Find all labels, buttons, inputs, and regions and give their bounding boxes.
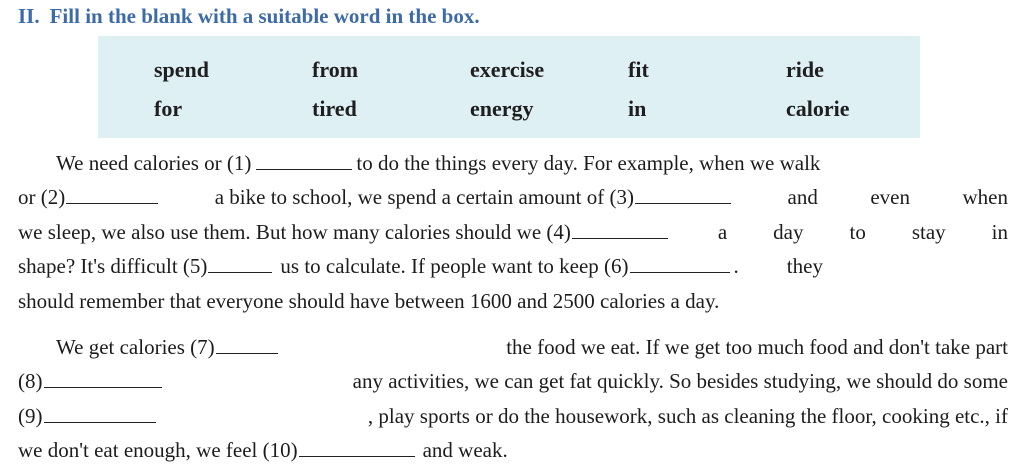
paragraph-2-line-4: [18, 433, 1008, 467]
blank-7[interactable]: [216, 335, 278, 354]
text-segment: should remember that everyone should have between 1600 and 2500 calories a day.: [18, 288, 720, 313]
blank-3[interactable]: [635, 185, 731, 204]
text-segment: they: [786, 254, 823, 279]
word-fit: fit: [628, 57, 649, 82]
exercise-number: II.: [18, 4, 40, 28]
blank-5[interactable]: [208, 254, 272, 273]
word-calorie: calorie: [786, 96, 850, 121]
paragraph-1-line-1: [18, 146, 1008, 180]
text-segment: [280, 249, 738, 283]
word-ride: ride: [786, 57, 824, 82]
word-energy: energy: [470, 96, 534, 121]
blank-8[interactable]: [44, 369, 162, 388]
text-segment: in: [991, 219, 1008, 244]
paragraph-2: [18, 330, 1008, 468]
blank-6[interactable]: [630, 254, 730, 273]
text-fragment: a bike to school, we spend a certain amount of (3): [214, 185, 635, 210]
text-segment: and: [787, 185, 818, 210]
blank-4[interactable]: [572, 220, 668, 239]
text-fragment: (9): [18, 403, 43, 428]
text-fragment: we don't eat enough, we feel (10): [18, 438, 298, 463]
paragraph-2-line-2: [18, 364, 1008, 398]
text-segment: and weak.: [422, 438, 508, 463]
word-box: [98, 36, 920, 138]
word-tired: tired: [312, 96, 357, 121]
paragraph-2-line-3: [18, 399, 1008, 433]
text-fragment: we sleep, we also use them. But how many calories should we (4): [18, 219, 571, 244]
word-exercise: exercise: [470, 57, 545, 82]
text-segment: day: [773, 219, 804, 244]
text-segment: even: [870, 185, 910, 210]
paragraph-1-line-5: [18, 284, 1008, 318]
blank-1[interactable]: [256, 151, 352, 170]
text-segment: the food we eat. If we get too much food and don't take part: [506, 335, 1008, 359]
paragraph-1-line-4: [18, 249, 1008, 283]
text-segment: [18, 364, 166, 398]
blank-9[interactable]: [44, 404, 156, 423]
text-fragment: .: [733, 254, 739, 279]
paragraph-1: [18, 146, 1008, 318]
text-segment: [18, 399, 160, 433]
text-fragment: us to calculate. If people want to keep (6): [280, 254, 629, 279]
exercise-instruction: Fill in the blank with a suitable word in the box.: [49, 4, 480, 28]
text-fragment: shape? It's difficult (5): [18, 254, 208, 279]
word-for: for: [154, 96, 183, 121]
text-segment: , play sports or do the housework, such as cleaning the floor, cooking etc., if: [367, 403, 1008, 428]
text-segment: We need calories or (1): [56, 151, 252, 175]
word-from: from: [312, 57, 359, 82]
exercise-heading: [18, 4, 480, 29]
blank-10[interactable]: [299, 438, 415, 457]
text-fragment: (8): [18, 369, 43, 394]
text-segment: to do the things every day. For example, when we walk: [356, 151, 821, 175]
text-segment: [18, 215, 672, 249]
text-segment: a: [717, 219, 728, 244]
text-segment: when: [962, 185, 1008, 210]
text-segment: stay: [911, 219, 946, 244]
text-segment: [18, 249, 276, 283]
text-segment: [56, 330, 282, 364]
text-segment: any activities, we can get fat quickly. So besides studying, we should do some: [352, 369, 1008, 394]
text-segment: [215, 180, 735, 214]
text-segment: [18, 180, 162, 214]
text-segment: [18, 433, 419, 467]
paragraph-1-line-3: [18, 215, 1008, 249]
paragraph-1-line-2: [18, 180, 1008, 214]
word-spend: spend: [154, 57, 210, 82]
text-fragment: We get calories (7): [56, 335, 215, 359]
text-fragment: or (2): [18, 185, 66, 210]
blank-2[interactable]: [66, 185, 158, 204]
text-segment: to: [849, 219, 866, 244]
word-in: in: [628, 96, 647, 121]
paragraph-2-line-1: [18, 330, 1008, 364]
